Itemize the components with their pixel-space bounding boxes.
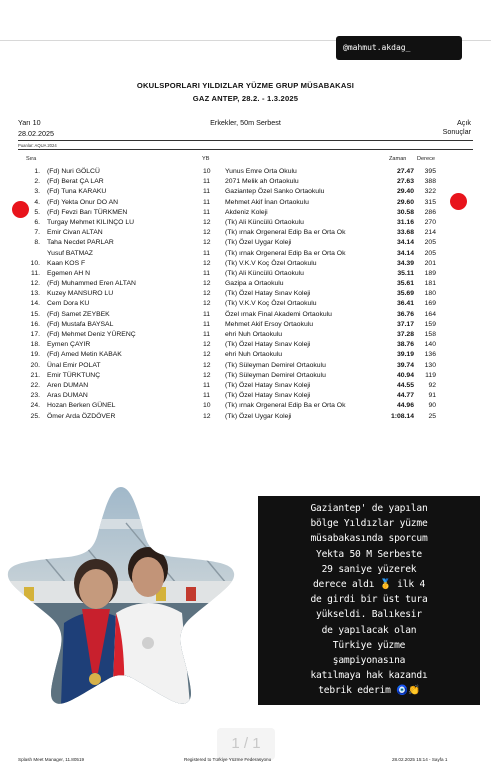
yb-cell: 12 <box>203 341 211 349</box>
rank-cell: 10. <box>30 259 40 267</box>
time-cell: 34.14 <box>396 239 414 247</box>
club-cell: Mehmet Akif İnan Ortaokulu <box>225 198 309 206</box>
points-cell: 315 <box>424 198 436 206</box>
story-caption <box>258 496 480 705</box>
points-cell: 322 <box>424 188 436 196</box>
points-cell: 189 <box>424 269 436 277</box>
time-cell: 34.39 <box>396 259 414 267</box>
table-row <box>0 228 491 238</box>
yb-cell: 11 <box>203 188 211 196</box>
yb-cell: 12 <box>203 351 211 359</box>
points-cell: 119 <box>425 371 436 379</box>
rank-cell: 22. <box>30 381 40 389</box>
points-cell: 270 <box>424 218 436 226</box>
table-row <box>0 187 491 197</box>
club-cell: Akdeniz Koleji <box>225 208 268 216</box>
yb-cell: 11 <box>203 269 211 277</box>
table-row <box>0 218 491 228</box>
club-cell: (Tk) Ali Küncülü Ortaokulu <box>225 269 304 277</box>
yb-cell: 11 <box>203 392 211 400</box>
session-label: Yarı 10 <box>18 118 41 127</box>
name-cell: Egemen AH N <box>47 269 91 277</box>
name-cell: Ünal Emir POLAT <box>47 361 101 369</box>
club-cell: Mehmet Akif Ersoy Ortaokulu <box>225 320 314 328</box>
club-cell: (Tk) Süleyman Demirel Ortaokulu <box>225 371 326 379</box>
points-cell: 388 <box>424 178 436 186</box>
name-cell: (Fd) Mustafa BAYSAL <box>47 320 114 328</box>
points-cell: 159 <box>424 320 436 328</box>
name-cell: Emir Civan ALTAN <box>47 229 103 237</box>
caption-line: Türkiye yüzme <box>332 639 406 651</box>
time-cell: 36.41 <box>396 300 414 308</box>
rank-cell: 20. <box>30 361 40 369</box>
rank-cell: 3. <box>34 188 40 196</box>
points-cell: 180 <box>424 290 436 298</box>
table-row <box>0 340 491 350</box>
points-cell: 214 <box>424 229 436 237</box>
table-row <box>0 167 491 177</box>
table-row <box>0 381 491 391</box>
yb-cell: 10 <box>203 402 211 410</box>
yb-cell: 12 <box>203 361 211 369</box>
points-cell: 164 <box>424 310 436 318</box>
caption-line: derece aldı 🥇 ilk 4 <box>312 579 426 591</box>
rank-cell: 19. <box>30 351 40 359</box>
name-cell: Yusuf BATMAZ <box>47 249 93 257</box>
table-row <box>0 198 491 208</box>
club-cell: ehri Nuh Ortaokulu <box>225 351 283 359</box>
rank-cell: 1. <box>34 168 40 175</box>
club-cell: (Tk) ırnak Orgeneral Edip Ba er Orta Ok <box>225 249 346 257</box>
name-cell: Aren DUMAN <box>47 381 89 389</box>
points-cell: 158 <box>424 331 436 338</box>
time-cell: 34.14 <box>396 249 414 257</box>
name-cell: Aras DUMAN <box>47 392 88 400</box>
rank-cell: 16. <box>30 320 40 328</box>
points-cell: 140 <box>424 341 436 349</box>
time-cell: 39.19 <box>396 351 414 359</box>
rank-cell: 7. <box>34 229 40 237</box>
time-cell: 38.76 <box>396 341 414 349</box>
rank-cell: 4. <box>34 198 40 206</box>
table-row <box>0 279 491 289</box>
name-cell: (Fd) Nuri GÖLCÜ <box>47 168 100 175</box>
points-cell: 169 <box>424 300 436 308</box>
session-date: 28.02.2025 <box>18 129 54 138</box>
table-row <box>0 299 491 309</box>
caption-line: şampiyonasına <box>332 655 406 667</box>
yb-cell: 11 <box>203 208 211 216</box>
name-cell: Taha Necdet PARLAR <box>47 239 114 247</box>
highlight-dot-left <box>12 201 29 218</box>
points-cell: 201 <box>424 259 436 267</box>
results-table <box>0 167 491 422</box>
points-cell: 130 <box>424 361 436 369</box>
time-cell: 37.28 <box>396 331 414 338</box>
name-cell: (Fd) Amed Metin KABAK <box>47 351 122 359</box>
time-cell: 33.68 <box>396 229 414 237</box>
rank-cell: 8. <box>34 239 40 247</box>
time-cell: 30.58 <box>396 208 414 216</box>
caption-line: 29 saniye yüzerek <box>321 563 417 575</box>
footer-software: Splash Meet Manager, 11.80519 <box>18 757 85 762</box>
rank-cell: 14. <box>30 300 40 308</box>
yb-cell: 11 <box>203 381 211 389</box>
col-header-time: Zaman <box>389 156 407 162</box>
yb-cell: 12 <box>203 300 211 308</box>
rank-cell: 17. <box>30 331 40 338</box>
rank-cell: 12. <box>30 280 40 288</box>
club-cell: ehri Nuh Ortaokulu <box>225 331 283 338</box>
caption-line: Yekta 50 M Serbeste <box>316 548 422 560</box>
rank-cell: 15. <box>30 310 40 318</box>
time-cell: 35.61 <box>396 280 414 288</box>
yb-cell: 12 <box>203 218 211 226</box>
club-cell: Özel ırnak Final Akademi Ortaokulu <box>225 310 332 318</box>
meet-title: OKULSPORLARI YILDIZLAR YÜZME GRUP MÜSABAKASI <box>136 81 355 90</box>
footer-registration: Registered to Türkiye Yüzme Federasyonu <box>184 757 272 762</box>
name-cell: (Fd) Mehmet Deniz YÜRENÇ <box>47 331 136 338</box>
club-cell: (Tk) V.K.V Koç Özel Ortaokulu <box>225 259 317 267</box>
points-cell: 286 <box>424 208 436 216</box>
caption-line: bölge Yıldızlar yüzme <box>310 518 428 530</box>
time-cell: 44.77 <box>396 392 414 400</box>
name-cell: Emir TÜRKTUNÇ <box>47 371 101 379</box>
caption-line: tebrik ederim 🧿👏 <box>318 685 420 697</box>
yb-cell: 12 <box>203 280 211 288</box>
club-cell: Yunus Emre Orta Okulu <box>225 168 297 175</box>
table-row <box>0 269 491 279</box>
name-cell: Eymen ÇAYIR <box>47 341 91 349</box>
table-row <box>0 361 491 371</box>
time-cell: 1:08.14 <box>390 412 414 420</box>
yb-cell: 12 <box>203 239 211 247</box>
table-row <box>0 330 491 340</box>
table-row <box>0 371 491 381</box>
star-photo <box>6 483 236 705</box>
club-cell: Gazipa a Ortaokulu <box>225 280 284 288</box>
time-cell: 39.74 <box>396 361 414 369</box>
yb-cell: 11 <box>203 178 211 186</box>
time-cell: 36.76 <box>396 310 414 318</box>
points-cell: 136 <box>424 351 436 359</box>
points-cell: 90 <box>428 402 436 410</box>
table-row <box>0 208 491 218</box>
table-row <box>0 310 491 320</box>
club-cell: Gaziantep Özel Sanko Ortaokulu <box>225 188 325 196</box>
name-cell: (Fd) Muhammed Eren ALTAN <box>47 280 136 288</box>
yb-cell: 12 <box>203 259 211 267</box>
name-cell: Cem Dora KU <box>47 300 90 308</box>
table-row <box>0 249 491 259</box>
yb-cell: 11 <box>203 198 211 206</box>
col-header-points: Derece <box>417 156 436 162</box>
club-cell: (Tk) Süleyman Demirel Ortaokulu <box>225 361 326 369</box>
rank-cell: 23. <box>30 392 40 400</box>
rank-cell: 13. <box>30 290 40 298</box>
yb-cell: 11 <box>203 249 211 257</box>
name-cell: Ömer Arda ÖZDÖVER <box>47 412 116 420</box>
event-name: Erkekler, 50m Serbest <box>210 118 281 127</box>
time-cell: 27.63 <box>396 178 414 186</box>
club-cell: (Tk) V.K.V Koç Özel Ortaokulu <box>225 300 317 308</box>
time-cell: 29.40 <box>396 188 414 196</box>
caption-line: Gaziantep' de yapılan <box>310 503 428 514</box>
points-cell: 395 <box>424 168 436 175</box>
time-cell: 35.69 <box>396 290 414 298</box>
name-cell: (Fd) Berat ÇA LAR <box>47 178 104 186</box>
name-cell: Kuzey MANSURO LU <box>47 290 114 298</box>
yb-cell: 12 <box>203 290 211 298</box>
points-label: Puanlar: AQUA 2024 <box>18 143 57 148</box>
table-row <box>0 401 491 411</box>
rank-cell: 21. <box>30 371 40 379</box>
points-cell: 205 <box>424 249 436 257</box>
table-row <box>0 177 491 187</box>
caption-line: de girdi bir üst tura <box>310 594 428 606</box>
club-cell: (Tk) ırnak Orgeneral Edip Ba er Orta Ok <box>225 402 346 410</box>
table-row <box>0 259 491 269</box>
points-cell: 205 <box>424 239 436 247</box>
name-cell: (Fd) Fevzi Barı TÜRKMEN <box>47 208 128 216</box>
time-cell: 44.96 <box>396 402 414 410</box>
results-status-line2: Sonuçlar <box>442 127 471 136</box>
yb-cell: 11 <box>203 320 211 328</box>
time-cell: 29.60 <box>396 198 414 206</box>
club-cell: 2071 Melik ah Ortaokulu <box>225 178 299 186</box>
rank-cell: 11. <box>31 269 40 277</box>
club-cell: (Tk) Özel Hatay Sınav Koleji <box>225 392 311 400</box>
yb-cell: 11 <box>203 310 211 318</box>
name-cell: (Fd) Samet ZEYBEK <box>47 310 110 318</box>
time-cell: 27.47 <box>396 168 414 175</box>
club-cell: (Tk) Özel Hatay Sınav Koleji <box>225 290 311 298</box>
club-cell: (Tk) ırnak Orgeneral Edip Ba er Orta Ok <box>225 229 346 237</box>
rank-cell: 25. <box>30 412 40 420</box>
instagram-tag[interactable]: @mahmut.akdag_ <box>336 36 462 60</box>
points-cell: 25 <box>428 412 436 420</box>
name-cell: Hozan Berken GÜNEL <box>47 402 116 410</box>
col-header-yb: YB <box>202 156 210 162</box>
club-cell: (Tk) Ali Küncülü Ortaokulu <box>225 218 304 226</box>
header-rule-2 <box>18 149 473 150</box>
table-row <box>0 320 491 330</box>
col-header-rank: Sıra <box>26 156 37 162</box>
table-row <box>0 238 491 248</box>
table-row <box>0 391 491 401</box>
points-cell: 91 <box>428 392 436 400</box>
yb-cell: 10 <box>203 168 211 175</box>
caption-line: de yapılacak olan <box>321 624 417 636</box>
rank-cell: 6. <box>34 218 40 226</box>
table-row <box>0 289 491 299</box>
club-cell: (Tk) Özel Uygar Koleji <box>225 239 292 247</box>
rank-cell: 2. <box>34 178 40 186</box>
yb-cell: 11 <box>203 331 211 338</box>
yb-cell: 12 <box>203 412 211 420</box>
time-cell: 40.94 <box>396 371 414 379</box>
results-status <box>443 118 471 136</box>
points-cell: 181 <box>424 280 436 288</box>
table-row <box>0 412 491 422</box>
name-cell: Kaan KOS F <box>47 259 86 267</box>
club-cell: (Tk) Özel Uygar Koleji <box>225 412 292 420</box>
time-cell: 37.17 <box>396 320 414 328</box>
name-cell: Turgay Mehmet KILINÇO LU <box>47 218 135 226</box>
caption-line: yükseldi. Balıkesir <box>316 609 422 621</box>
time-cell: 44.55 <box>396 381 414 389</box>
club-cell: (Tk) Özel Hatay Sınav Koleji <box>225 341 311 349</box>
points-cell: 92 <box>428 381 436 389</box>
highlight-dot-right <box>450 193 467 210</box>
time-cell: 31.16 <box>396 218 414 226</box>
footer-timestamp: 28.02.2025 15:14 - Sayfa 1 <box>392 757 448 762</box>
yb-cell: 12 <box>203 229 211 237</box>
time-cell: 35.11 <box>397 269 414 277</box>
yb-cell: 12 <box>203 371 211 379</box>
rank-cell: 18. <box>30 341 40 349</box>
name-cell: (Fd) Yekta Onur DO AN <box>47 198 119 206</box>
table-row <box>0 350 491 360</box>
caption-line: katılmaya hak kazandı <box>310 670 428 682</box>
results-status-line1: Açık <box>457 118 471 127</box>
header-rule <box>18 140 473 141</box>
meet-location-date: GAZ ANTEP, 28.2. - 1.3.2025 <box>192 94 299 103</box>
name-cell: (Fd) Tuna KARAKU <box>47 188 107 196</box>
page-indicator[interactable]: 1 / 1 <box>217 728 275 760</box>
club-cell: (Tk) Özel Hatay Sınav Koleji <box>225 381 311 389</box>
rank-cell: 5. <box>34 208 40 216</box>
rank-cell: 24. <box>30 402 40 410</box>
caption-line: müsabakasında sporcum <box>310 533 428 545</box>
